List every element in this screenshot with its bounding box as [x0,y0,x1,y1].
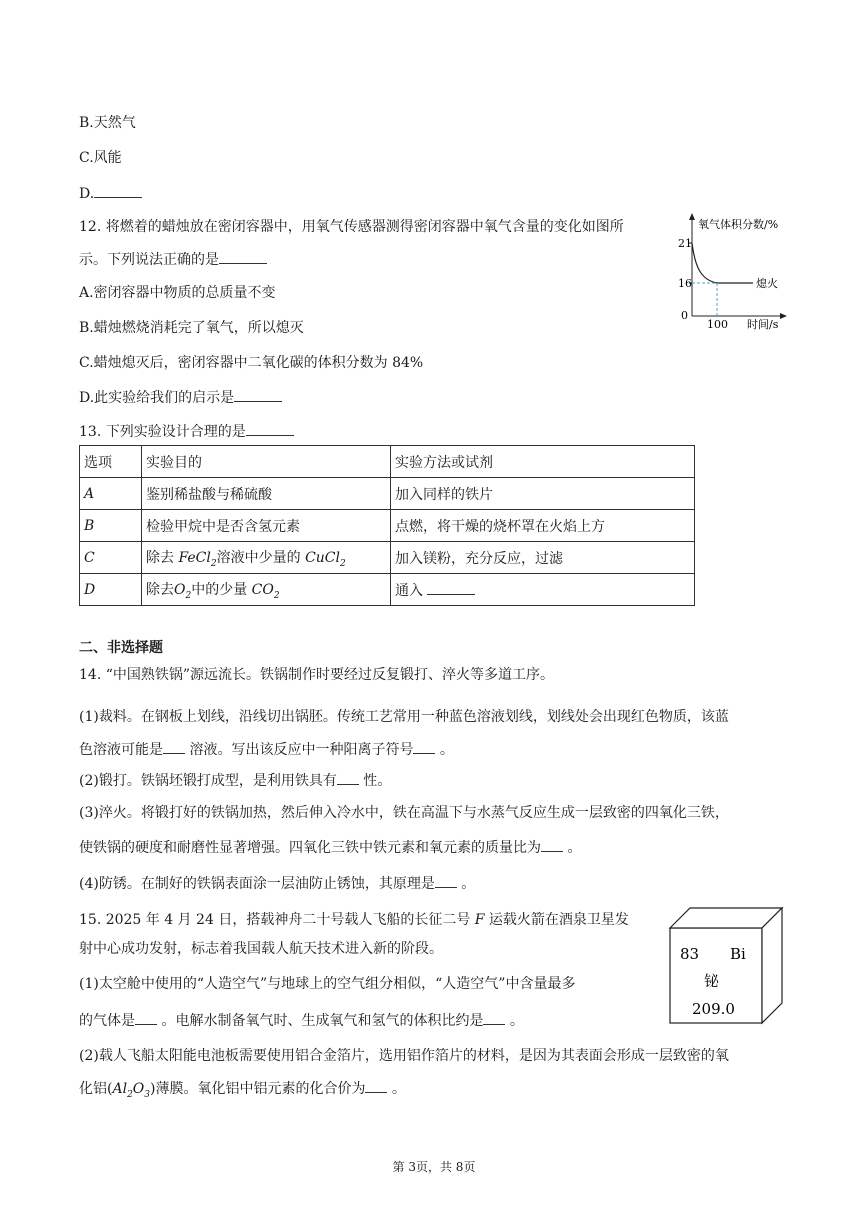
experiment-goal: 检验甲烷中是否含氢元素 [142,510,391,542]
oxygen-curve [692,243,753,283]
q11-option-b: B.天然气 [79,115,136,131]
q13-stem: 13. 下列实验设计合理的是 [79,421,294,442]
y-axis-label: 氧气体积分数/% [698,218,779,231]
experiment-goal: 除去 FeCl$_2$溶液中少量的 CuCl$_2$ [142,542,391,574]
option-letter: C [80,542,142,574]
answer-blank [413,739,435,754]
table-row [80,478,695,510]
oxygen-graph [665,205,805,330]
answer-blank [541,837,563,852]
table-row [80,510,695,542]
q14-part4: (4)防锈。在制好的铁锅表面涂一层油防止锈蚀，其原理是 。 [79,873,475,894]
q15-part2-line1: (2)载人飞船太阳能电池板需要使用铝合金箔片，选用铝作箔片的材料，是因为其表面会形成一层致密的氧 [79,1048,729,1064]
answer-blank [234,387,282,402]
answer-blank [219,249,267,264]
x-axis-label: 时间/s [747,318,779,330]
experiment-goal: 鉴别稀盐酸与稀硫酸 [142,478,391,510]
q14-part1-line2: 色溶液可能是 溶液。写出该反应中一种阳离子符号 。 [79,739,454,760]
q14-part3-line1: (3)淬火。将锻打好的铁锅加热，然后伸入冷水中，铁在高温下与水蒸气反应生成一层致密的四氧化三铁， [79,805,729,821]
experiment-goal: 除去$O_2$中的少量 $CO_2$ [142,574,391,606]
q13-table [79,445,695,606]
element-symbol: Bi [730,945,746,963]
q11-option-c: C.风能 [79,150,122,166]
q12-option-b: B.蜡烛燃烧消耗完了氧气，所以熄灭 [79,320,304,336]
q15-stem-line2: 射中心成功发射，标志着我国载人航天技术进入新的阶段。 [79,941,443,957]
element-card-bismuth [668,905,790,1027]
experiment-method: 加入镁粉，充分反应，过滤 [391,542,695,574]
cube-side-face [762,908,782,1023]
element-name: 铋 [704,972,720,990]
section-heading: 二、非选择题 [79,640,163,656]
q15-part1-line1: (1)太空舱中使用的“人造空气”与地球上的空气组分相似，“人造空气”中含量最多 [79,976,576,992]
y-tick-label-21: 21 [678,237,692,250]
atomic-mass: 209.0 [692,1000,735,1018]
q15-part2-line2: 化铝$(Al_2O_3)$薄膜。氧化铝中铝元素的化合价为 。 [79,1078,406,1105]
experiment-method: 通入 [391,574,695,606]
answer-blank [337,770,359,785]
answer-blank [135,1010,157,1025]
q12-option-c: C.蜡烛熄灭后，密闭容器中二氧化碳的体积分数为 84% [79,355,424,371]
answer-blank [163,739,185,754]
q15-stem-line1: 15. 2025 年 4 月 24 日，搭载神舟二十号载人飞船的长征二号 F 运载火箭在酒泉卫星发 [79,912,629,928]
q12-stem-line1: 12. 将燃着的蜡烛放在密闭容器中，用氧气传感器测得密闭容器中氧气含量的变化如图所 [79,219,624,235]
q15-part1-line2: 的气体是 。电解水制备氧气时、生成氧气和氢气的体积比约是 。 [79,1010,524,1031]
option-letter: D [80,574,142,606]
atomic-number: 83 [680,945,700,963]
y-tick-label-16: 16 [678,277,692,290]
experiment-method: 加入同样的铁片 [391,478,695,510]
option-letter: A [80,478,142,510]
q12-option-d: D.此实验给我们的启示是 [79,387,282,408]
table-row [80,574,695,606]
option-letter: B [80,510,142,542]
answer-blank [365,1078,387,1093]
table-header-cell: 实验方法或试剂 [391,446,695,478]
table-header-cell: 实验目的 [142,446,391,478]
table-row [80,542,695,574]
q14-part3-line2: 使铁锅的硬度和耐磨性显著增强。四氧化三铁中铁元素和氧元素的质量比为 。 [79,837,581,858]
q14-stem: 14. “中国熟铁锅”源远流长。铁锅制作时要经过反复锻打、淬火等多道工序。 [79,667,555,683]
answer-blank [483,1010,505,1025]
y-axis-arrow [689,213,695,220]
q14-part1-line1: (1)裁料。在钢板上划线，沿线切出锅胚。传统工艺常用一种蓝色溶液划线，划线处会出现红色物质，该蓝 [79,709,729,725]
q12-option-a: A.密闭容器中物质的总质量不变 [79,285,276,301]
answer-blank [435,873,457,888]
answer-blank [94,183,142,198]
q14-part2: (2)锻打。铁锅坯锻打成型，是利用铁具有 性。 [79,770,391,791]
x-tick-label-100: 100 [707,318,728,330]
q12-stem-line2: 示。下列说法正确的是 [79,249,267,270]
x-axis-arrow [780,313,787,319]
origin-label: 0 [681,309,688,322]
table-header-cell: 选项 [80,446,142,478]
page-footer: 第 3页，共 8页 [392,1160,476,1174]
extinguish-annotation: 熄火 [756,277,778,290]
q11-option-d: D. [79,183,142,204]
table-header-row [80,446,695,478]
answer-blank [427,580,475,595]
answer-blank [246,421,294,436]
experiment-method: 点燃，将干燥的烧杯罩在火焰上方 [391,510,695,542]
